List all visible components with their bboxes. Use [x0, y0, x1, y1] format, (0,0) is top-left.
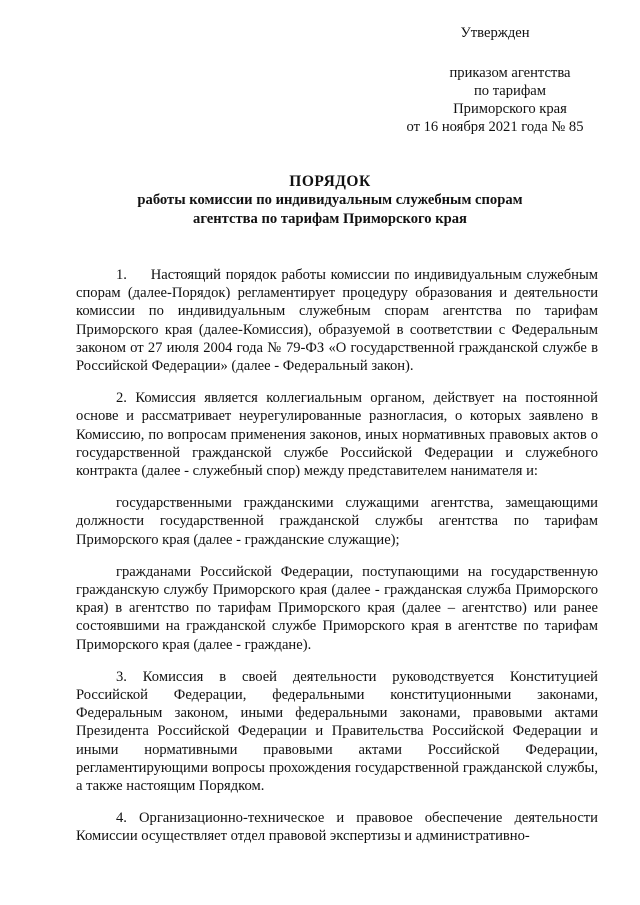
document-title: [60, 172, 600, 229]
approval-heading: Утвержден: [460, 25, 530, 41]
paragraph-6: 4. Организационно-техническое и правовое обеспечение деятельности Комиссии осуществляет отдел правовой экспертизы и административно-: [76, 810, 598, 845]
title-subtitle-2: агентства по тарифам Приморского края: [193, 211, 467, 227]
title-main: ПОРЯДОК: [289, 173, 371, 190]
paragraph-4: гражданами Российской Федерации, поступающими на государственную гражданскую службу Приморского края (далее - гражданская служба Приморского края) в агентство по тарифам Приморского края (далее – агентство) или ранее состоявшими на гражданской службе Приморского края в агентстве по тарифам Приморского края (далее - граждане).: [76, 563, 598, 653]
paragraph-5: 3. Комиссия в своей деятельности руководствуется Конституцией Российской Федерации, федеральными конституционными законами, Федеральным законом, иными федеральными законами, правовыми актами Президента Российской Федерации и Правительства Российской Федерации и иными нормативными правовыми актами Российской Федерации, регламентирующими вопросы прохождения государственной гражданской службы, а также настоящим Порядком.: [76, 668, 598, 795]
paragraph-3: государственными гражданскими служащими агентства, замещающими должности государственной гражданской службы агентства по тарифам Приморского края (далее - гражданские служащие);: [76, 495, 598, 548]
document-body: [76, 266, 602, 860]
approval-line-3: Приморского края: [453, 101, 567, 117]
approval-line-1: приказом агентства: [449, 65, 571, 81]
paragraph-2: 2. Комиссия является коллегиальным органом, действует на постоянной основе и рассматривает неурегулированные разногласия, о которых заявлено в Комиссию, по вопросам применения законов, иных нормативных правовых актов о государственной гражданской службе Российской Федерации и служебного контракта (далее - служебный спор) между представителем нанимателя и:: [76, 390, 598, 480]
approval-line-4: от 16 ноября 2021 года № 85: [406, 119, 584, 135]
approval-line-2: по тарифам: [473, 83, 547, 99]
approval-stamp: [380, 24, 610, 136]
paragraph-1: 1. Настоящий порядок работы комиссии по индивидуальным служебным спорам (далее-Порядок) регламентирует процедуру образования и деятельности комиссии по индивидуальным служебным спорам агентства по тарифам Приморского края (далее-Комиссия), образуемой в соответствии с Федеральным законом от 27 июля 2004 года № 79-ФЗ «О государственной гражданской службе в Российской Федерации» (далее - Федеральный закон).: [76, 267, 602, 375]
title-subtitle-1: работы комиссии по индивидуальным служебным спорам: [137, 192, 523, 208]
